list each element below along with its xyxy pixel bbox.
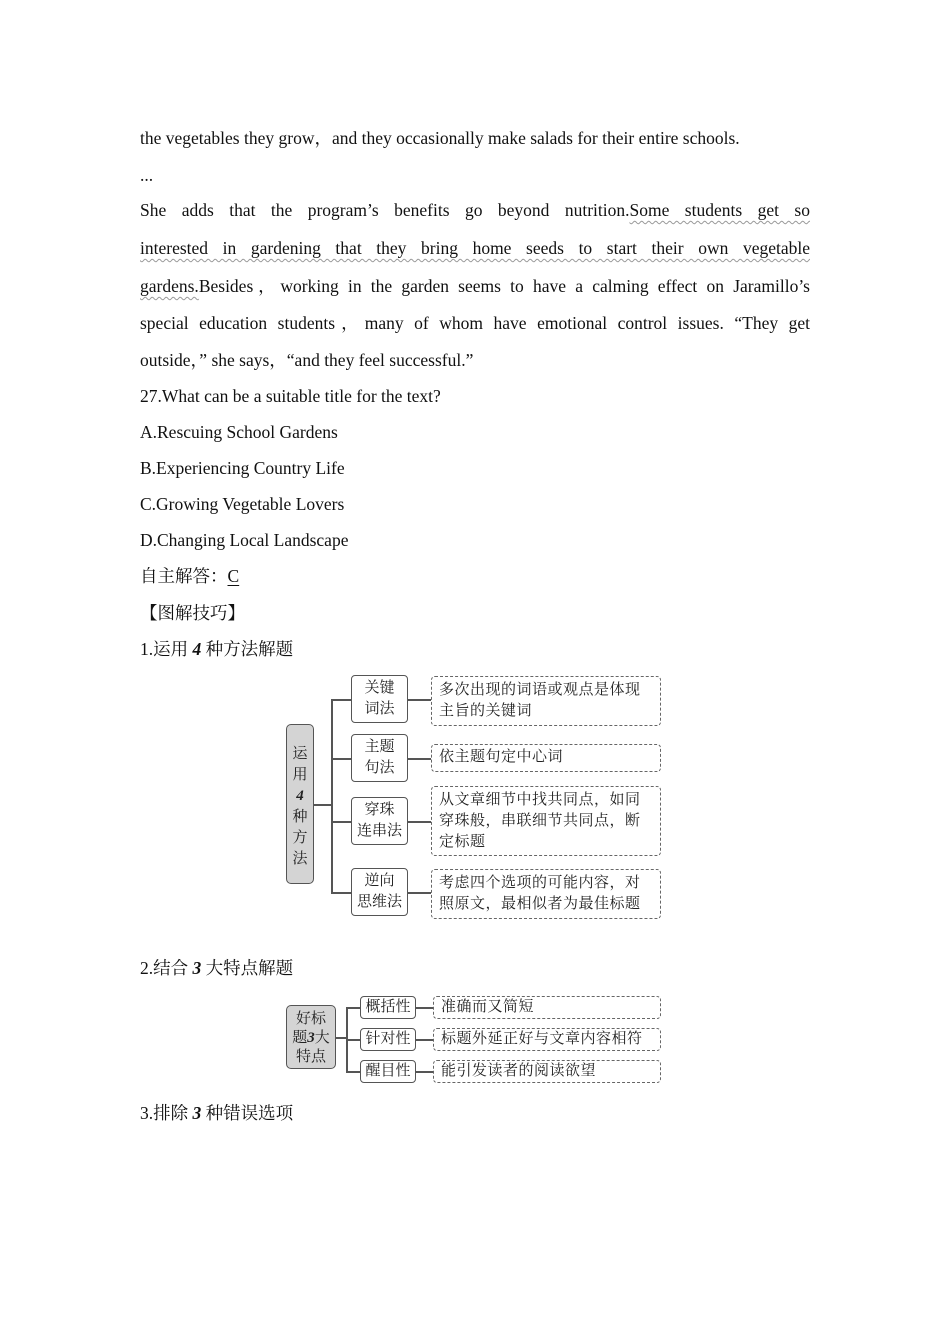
connector	[408, 821, 431, 823]
wavy-underline-sentence: gardens.	[140, 276, 199, 296]
option-a: A.Rescuing School Gardens	[140, 422, 338, 442]
section-2-title: 2.结合 3 大特点解题	[140, 958, 294, 978]
option-b: B.Experiencing Country Life	[140, 458, 345, 478]
connector	[408, 699, 431, 701]
passage-line-5: gardens.Besides，working in the garden seems to have a calming effect on Jaramillo’s	[140, 276, 810, 296]
connector	[346, 1007, 360, 1009]
connector	[331, 699, 351, 701]
answer-line: 自主解答：C	[140, 566, 240, 586]
feature-box-relevance: 针对性	[360, 1028, 416, 1051]
connector	[416, 1039, 433, 1041]
passage-line-6: special education students，many of whom have emotional control issues. “They get	[140, 313, 810, 333]
passage-line-7: outside，” she says，“and they feel successful.”	[140, 350, 474, 370]
method-box-topic-sentence: 主题 句法	[351, 734, 408, 782]
diagram2-root: 好标 题3大 特点	[286, 1005, 336, 1069]
method-desc-keyword: 多次出现的词语或观点是体现 主旨的关键词	[431, 676, 661, 726]
method-box-reverse-thinking: 逆向 思维法	[351, 868, 408, 916]
section-1-title: 1.运用 4 种方法解题	[140, 639, 294, 659]
passage-line-3: She adds that the program’s benefits go beyond nutrition.Some students get so	[140, 200, 810, 220]
feature-desc-generality: 准确而又简短	[433, 996, 661, 1019]
method-desc-string-beads: 从文章细节中找共同点，如同 穿珠般，串联细节共同点，断 定标题	[431, 786, 661, 856]
tips-heading: 【图解技巧】	[140, 603, 245, 623]
connector	[331, 821, 351, 823]
connector	[408, 758, 431, 760]
diagram1-root: 运 用 4 种 方 法	[286, 724, 314, 884]
method-box-string-beads: 穿珠 连串法	[351, 797, 408, 845]
connector	[416, 1007, 433, 1009]
method-box-keyword: 关键 词法	[351, 675, 408, 723]
answer-value: C	[227, 566, 240, 586]
wavy-underline-sentence: interested in gardening that they bring home seeds to start their own vegetable	[140, 238, 810, 258]
connector	[346, 1071, 360, 1073]
connector	[346, 1039, 360, 1041]
connector	[331, 892, 351, 894]
feature-box-eye-catching: 醒目性	[360, 1060, 416, 1083]
connector	[314, 804, 332, 806]
section-3-title: 3.排除 3 种错误选项	[140, 1103, 294, 1123]
connector	[331, 699, 333, 893]
passage-line-1: the vegetables they grow，and they occasionally make salads for their entire schools.	[140, 128, 740, 148]
feature-desc-relevance: 标题外延正好与文章内容相符	[433, 1028, 661, 1051]
option-c: C.Growing Vegetable Lovers	[140, 494, 345, 514]
method-desc-topic-sentence: 依主题句定中心词	[431, 744, 661, 772]
method-desc-reverse-thinking: 考虑四个选项的可能内容，对 照原文，最相似者为最佳标题	[431, 869, 661, 919]
question-stem: 27.What can be a suitable title for the text?	[140, 386, 441, 406]
feature-desc-eye-catching: 能引发读者的阅读欲望	[433, 1060, 661, 1083]
wavy-underline-sentence: Some students get so	[629, 200, 810, 220]
connector	[331, 758, 351, 760]
option-d: D.Changing Local Landscape	[140, 530, 349, 550]
passage-line-4	[140, 235, 810, 261]
passage-ellipsis: ...	[140, 165, 154, 185]
connector	[416, 1071, 433, 1073]
feature-box-generality: 概括性	[360, 996, 416, 1019]
connector	[408, 892, 431, 894]
